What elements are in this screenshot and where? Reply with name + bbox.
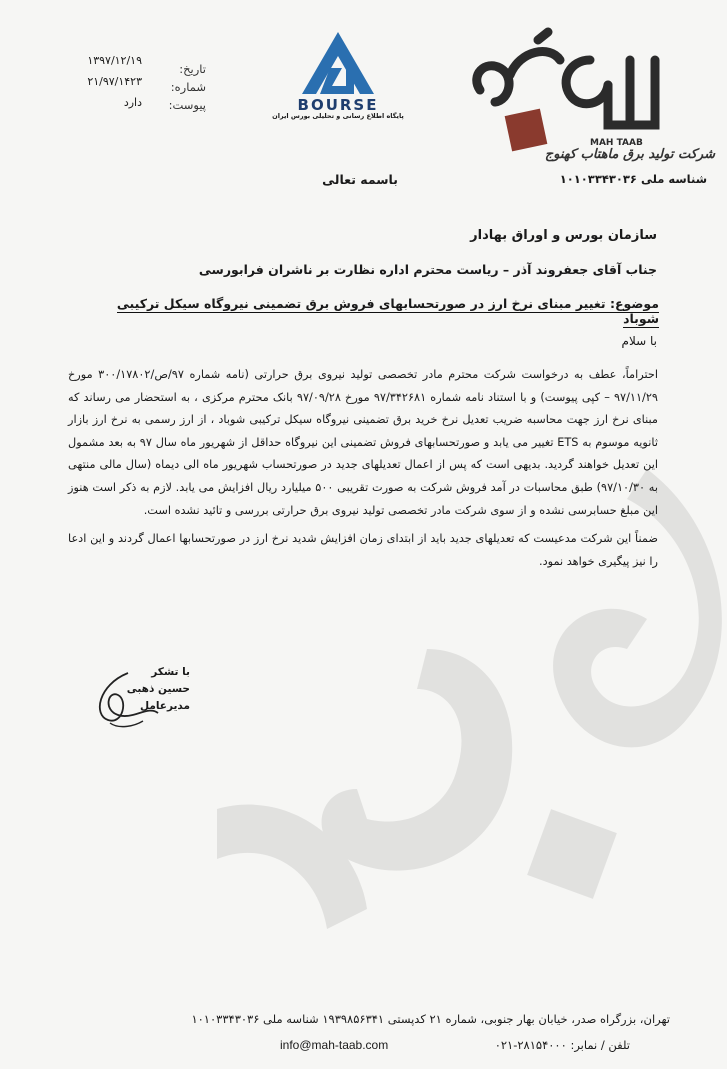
letter-body bbox=[68, 364, 658, 579]
attachment-label: پیوست: bbox=[168, 98, 206, 112]
bourse-subtitle: پایگاه اطلاع رسانی و تحلیلی بورس ایران bbox=[272, 112, 404, 120]
subject-text-wrap bbox=[117, 296, 659, 328]
signer-title: مدیرعامل bbox=[139, 700, 190, 712]
closing: با تشکر bbox=[151, 666, 190, 678]
meta-values bbox=[72, 50, 142, 113]
attachment-value: دارد bbox=[123, 96, 142, 109]
date-value: ۱۳۹۷/۱۲/۱۹ bbox=[87, 54, 142, 67]
subject-label: موضوع: bbox=[609, 296, 659, 311]
company-national-id: شناسه ملی ۱۰۱۰۳۳۴۳۰۳۶ bbox=[559, 172, 707, 186]
salutation: جناب آقای جعفروند آذر – ریاست محترم اداره نظارت بر ناشران فرابورسی bbox=[198, 262, 657, 277]
body-paragraph: ضمناً این شرکت مدعیست که تعدیلهای جدید باید از ابتدای زمان افزایش شدید نرخ ارز در صورتحسابها اعمال گردند و این ادعا را نیز پیگیری خواهد نمود. bbox=[68, 532, 658, 568]
number-label: شماره: bbox=[170, 80, 206, 94]
footer-phone: تلفن / نمابر: ۲۸۱۵۴۰۰۰-۰۲۱ bbox=[494, 1038, 630, 1052]
footer-address: تهران، بزرگراه صدر، خیابان بهار جنوبی، شماره ۲۱ کدپستی ۱۹۳۹۸۵۶۳۴۱ شناسه ملی ۱۰۱۰۳۳۴۳۰۳۶ bbox=[191, 1012, 670, 1026]
recipient: سازمان بورس و اوراق بهادار bbox=[470, 228, 657, 243]
signer-name: حسین ذهبی bbox=[126, 683, 190, 695]
greeting: با سلام bbox=[621, 334, 657, 348]
date-label: تاریخ: bbox=[179, 62, 206, 76]
subject-text: تغییر مبنای نرخ ارز در صورتحسابهای فروش برق تضمینی نیروگاه سیکل ترکیبی شوباد bbox=[116, 296, 659, 326]
company-name: شرکت تولید برق ماهتاب کهنوج bbox=[544, 147, 715, 162]
body-paragraph: احتراماً، عطف به درخواست شرکت محترم مادر تخصصی تولید نیروی برق حرارتی (نامه شماره ۹۷/ص/۳۰۰/۱۷۸۰۲ مورخ ۹۷/۱۱/۲۹ – کپی پیوست) و با استناد نامه شماره ۹۷/۳۴۲۶۸۱ مورخ ۹۷/۰۹/۲۸ بانک محترم مرکزی ، به استحضار می رساند که مبنای نرخ ارز جهت محاسبه ضریب تعدیل نرخ خرید برق تضمینی نیروگاه سیکل ترکیبی شوباد ، از ارز رسمی به نرخ ارز بازار ثانویه موسوم به ETS تغییر می یابد و صورتحسابهای فروش تضمینی این نیروگاه حداقل از شهریور ماه سال ۹۷ به بعد مشمول این تعدیل خواهند گردید. بدیهی است که پس از اعمال تعدیلهای جدید در صورتحساب شهریور ماه الی دیماه (سال مالی منتهی به ۹۷/۱۰/۳۰) طبق محاسبات در آمد فروش شرکت به صورت تقریبی ۵۰۰ میلیارد ریال افزایش می یابد. لازم به ذکر است هنوز این مبلغ حسابرسی نشده و از سوی شرکت مادر تخصصی تولید نیروی برق حرارتی بررسی و تائید نشده است. bbox=[68, 368, 658, 517]
meta-labels bbox=[146, 60, 206, 114]
bourse-brand: BOURSE bbox=[297, 96, 379, 114]
subject-line bbox=[79, 296, 659, 326]
number-value: ۲۱/۹۷/۱۴۲۳ bbox=[87, 75, 142, 88]
footer-email[interactable]: info@mah-taab.com bbox=[280, 1038, 389, 1052]
basmaleh: باسمه تعالی bbox=[322, 172, 398, 187]
company-brand: MAH TAAB bbox=[590, 138, 643, 148]
signature-block bbox=[80, 664, 190, 715]
